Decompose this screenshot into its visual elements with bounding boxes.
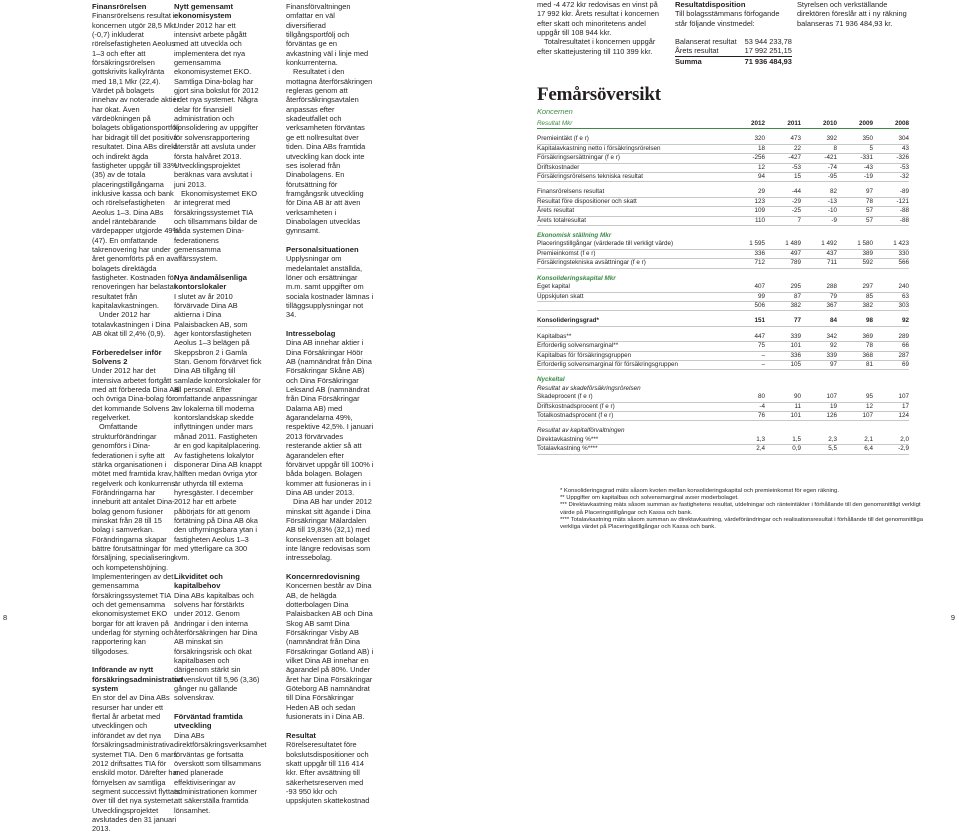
- cell-value: 57: [837, 207, 873, 216]
- cell-value: 63: [873, 292, 909, 301]
- cell-value: 2,3: [801, 436, 837, 445]
- paragraph: Under 2012 har totalavkastningen i Dina AB ökat till 2,4% (0,9).: [92, 310, 171, 339]
- paragraph: Ekonomisystemet EKO är integrerat med försäkringssystemet TIA och tillsammans bildar de båda systemen Dina-federationens gemensamma affärssystem.: [174, 188, 258, 264]
- row-value: 53 944 233,78: [744, 37, 792, 47]
- cell-value: 22: [765, 144, 801, 153]
- row-label: Uppskjuten skatt: [537, 292, 729, 301]
- table-row: [537, 283, 909, 292]
- cell-value: 107: [801, 393, 837, 402]
- table-row: [537, 207, 909, 216]
- row-label: Erforderlig solvensmarginal**: [537, 342, 729, 351]
- overview-title: Femårsöversikt: [537, 84, 661, 105]
- cell-value: -74: [801, 163, 837, 172]
- cell-value: 107: [837, 411, 873, 420]
- cell-value: -121: [873, 197, 909, 206]
- cell-value: 1,5: [765, 436, 801, 445]
- cell-value: 297: [837, 283, 873, 292]
- cell-value: -4: [729, 402, 765, 411]
- section-heading: [537, 385, 909, 393]
- cell-value: 6,4: [837, 445, 873, 454]
- footnote: **** Totalavkastning mäts såsom summan av direktavkastning, värdeförändringar och realisationsresultat i förhållande till det genomsnittliga verkliga värdet på Placeringstillgångar och Kassa och bank.: [560, 516, 924, 531]
- disposition-row: [675, 37, 792, 46]
- row-label: Premieinkomst (f e r): [537, 249, 729, 258]
- cell-value: 105: [765, 360, 801, 369]
- cell-value: 98: [837, 317, 873, 326]
- cell-value: 339: [801, 351, 837, 360]
- table-row: [537, 188, 909, 197]
- paragraph: Under 2012 har det intensiva arbetet fortgått med att förbereda Dina AB och övriga Dina-bolag för det kommande Solvens 2-regelverket.: [92, 366, 180, 423]
- heading-finansrorelsen: Finansrörelsen: [92, 2, 147, 11]
- text-column-3: [286, 2, 374, 806]
- overview-table: [537, 120, 909, 455]
- five-year-overview: [537, 84, 909, 455]
- cell-value: 789: [765, 259, 801, 268]
- cell-value: 124: [873, 411, 909, 420]
- cell-value: 107: [873, 393, 909, 402]
- cell-value: 95: [837, 393, 873, 402]
- cell-value: 711: [801, 259, 837, 268]
- text-column-1: [92, 2, 184, 834]
- cell-value: –: [729, 351, 765, 360]
- cell-value: 382: [837, 301, 873, 310]
- heading-resultat: Resultat: [286, 730, 316, 740]
- table-row: [537, 445, 909, 454]
- table-row: [537, 249, 909, 258]
- table-row: [537, 342, 909, 351]
- table-row: [537, 351, 909, 360]
- table-row: [537, 436, 909, 445]
- cell-value: 303: [873, 301, 909, 310]
- cell-value: 342: [801, 333, 837, 342]
- cell-value: -29: [765, 197, 801, 206]
- cell-value: 1 580: [837, 240, 873, 249]
- row-label: Driftskostnadsprocent (f e r): [537, 402, 729, 411]
- section-heading: [537, 376, 909, 384]
- cell-value: 7: [765, 216, 801, 225]
- cell-value: 592: [837, 259, 873, 268]
- heading-intressebolag: Intressebolag: [286, 329, 336, 339]
- cell-value: -427: [765, 154, 801, 163]
- heading-koncernredovisning: Koncernredovisning: [286, 571, 360, 581]
- cell-value: 295: [765, 283, 801, 292]
- table-row: [537, 259, 909, 268]
- cell-value: 12: [837, 402, 873, 411]
- paragraph: Omfattande strukturförändringar genomförs i Dina-federationen i syfte att stärka organisationen i mötet med framtida krav, regelverk och konkurrens. Förändringarna har inneburit att antalet Dina-bolag genom fusioner minskat från 28 till 15 bolag i samverkan. Förändringarna skapar bättre förutsättningar för försäljning, specialisering och kompetenshöjning. Implementeringen av det gemensamma försäkringssystemet TIA och det gemensamma ekonomisystemet EKO borgar för att kraven på underlag för styrning och rapportering kan tillgodoses.: [92, 422, 178, 656]
- cell-value: -53: [765, 163, 801, 172]
- cell-value: 81: [837, 360, 873, 369]
- row-label: Kapitalavkastning netto i försäkringsrörelsen: [537, 144, 729, 153]
- table-row: [537, 393, 909, 402]
- paragraph: Styrelsen och verkställande direktören föreslår att i ny räkning balanseras 71 936 484,93 kr.: [797, 0, 907, 28]
- cell-value: 75: [729, 342, 765, 351]
- cell-value: 473: [765, 135, 801, 144]
- cell-value: 2,4: [729, 445, 765, 454]
- cell-value: 151: [729, 317, 765, 326]
- row-label: Finansrörelsens resultat: [537, 188, 729, 197]
- cell-value: -53: [873, 163, 909, 172]
- section-label: Nyckeltal: [537, 376, 565, 384]
- text-column-2: [174, 2, 267, 815]
- cell-value: -256: [729, 154, 765, 163]
- cell-value: -25: [765, 207, 801, 216]
- cell-value: 85: [837, 292, 873, 301]
- table-row: [537, 360, 909, 369]
- cell-value: 2,0: [873, 436, 909, 445]
- table-row: [537, 402, 909, 411]
- cell-value: 289: [873, 333, 909, 342]
- cell-value: -10: [801, 207, 837, 216]
- row-label: Konsolideringsgrad*: [537, 317, 729, 326]
- table-row: [537, 292, 909, 301]
- cell-value: -88: [873, 216, 909, 225]
- cell-value: 1 595: [729, 240, 765, 249]
- section-heading: [537, 275, 909, 283]
- row-label: Resultat före dispositioner och skatt: [537, 197, 729, 206]
- text-column-4: [537, 0, 659, 56]
- cell-value: 392: [801, 135, 837, 144]
- footnote: * Konsolideringsgrad mäts såsom kvoten mellan konsolideringskapital och premieinkomst för egen räkning.: [560, 488, 839, 494]
- row-value: 71 936 484,93: [744, 56, 792, 66]
- table-row: [537, 173, 909, 182]
- cell-value: 80: [729, 393, 765, 402]
- paragraph: Dina AB innehar aktier i Dina Försäkringar Höör AB (namnändrat från Dina Försäkringar Skåne AB) och Dina Försäkringar Leksand AB (namnändrat från Dina Försäkringar Dalarna AB) med ägarandelarna 49%, respektive 42,5%. I januari 2013 förvärvades resterande aktier så att ägarandelen efter förvärvet uppgår till 100% i båda bolagen. Bolagen kommer att fusioneras in i Dina AB under 2013.: [286, 338, 374, 497]
- cell-value: -43: [837, 163, 873, 172]
- cell-value: 79: [801, 292, 837, 301]
- cell-value: 84: [801, 317, 837, 326]
- cell-value: -89: [873, 188, 909, 197]
- row-label: Försäkringstekniska avsättningar (f e r): [537, 259, 729, 268]
- paragraph: Finansrörelsens resultat i koncernen utgör 28,5 Mkr (-0,7) inkluderat rörelsefastigheten Aeolus 1–3 och efter att försäkringsrörelsen gottskrivits kalkylränta med 18,1 Mkr (22,4). Värdet på bolagets innehav av noterade aktier har ökat. Även värdeökningen på bolagets obligationsportfölj har bidragit till det positiva resultatet. Dina ABs direkt och indirekt ägda fastigheter uppgår till 33% (35) av de totala placeringstillgångarna inklusive kassa och bank och rörelsefastigheten Aeolus 1–3. Dina ABs andel räntebärande värdepapper utgjorde 49% (47). En omfattande takrenovering har under året genomförts på en av bolagets direktägda fastigheter. Kostnaden för renoveringen har belastat resultatet från kapitalavkastningen.: [92, 11, 180, 310]
- text-column-6: [797, 0, 917, 28]
- paragraph: Dina ABs kapitalbas och solvens har förstärkts under 2012. Genom ändringar i den interna återförsäkringen har Dina AB minskat sin försäkringsrisk och ökat kapitalbasen och därigenom stärkt sin solvenskvot till 5,96 (3,36) gånger nu gällande solvenskrav.: [174, 590, 260, 703]
- footnote: ** Uppgifter om kapitalbas och solvensmarginal avser moderbolaget.: [560, 495, 739, 502]
- cell-value: 8: [801, 144, 837, 153]
- cell-value: 2011: [765, 120, 801, 129]
- cell-value: -88: [873, 207, 909, 216]
- disposition-table: [675, 37, 792, 66]
- cell-value: 389: [837, 249, 873, 258]
- cell-value: 712: [729, 259, 765, 268]
- section-label: Konsolideringskapital Mkr: [537, 274, 616, 282]
- cell-value: 126: [801, 411, 837, 420]
- section-heading: [537, 427, 909, 435]
- paragraph: En stor del av Dina ABs resurser har under ett flertal år arbetat med utvecklingen och införandet av det nya försäkringsadministrativa systemet TIA. Den 6 mars 2012 driftsattes TIA för enskild motor. Därefter har förnyelsen av samtliga segment successivt flyttats över till det nya systemet. Utvecklingsprojektet avslutades den 31 januari 2013.: [92, 693, 180, 834]
- cell-value: 1 492: [801, 240, 837, 249]
- table-row: [537, 240, 909, 249]
- footnotes: [560, 488, 932, 531]
- page-number-left: 8: [3, 613, 8, 622]
- table-row: [537, 154, 909, 163]
- disposition-row: [675, 56, 792, 66]
- cell-value: –: [729, 360, 765, 369]
- heading-personal: Personalsituationen: [286, 244, 359, 254]
- section-label: Ekonomisk ställning Mkr: [537, 232, 612, 240]
- row-label: Årets resultat: [675, 46, 737, 56]
- row-label: Totalkostnadsprocent (f e r): [537, 411, 729, 420]
- row-label: Driftskostnader: [537, 163, 729, 172]
- cell-value: 1,3: [729, 436, 765, 445]
- row-label: Erforderlig solvensmarginal för försäkringsgruppen: [537, 360, 729, 369]
- cell-value: -9: [801, 216, 837, 225]
- row-label: Premieintäkt (f e r): [537, 135, 729, 144]
- cell-value: 288: [801, 283, 837, 292]
- cell-value: 90: [765, 393, 801, 402]
- cell-value: 19: [801, 402, 837, 411]
- cell-value: 11: [765, 402, 801, 411]
- heading-solvens: Förberedelser inför Solvens 2: [92, 347, 162, 367]
- row-label: Summa: [675, 56, 702, 66]
- cell-value: -19: [837, 173, 873, 182]
- text-column-5: [675, 0, 792, 66]
- cell-value: 123: [729, 197, 765, 206]
- cell-value: 17: [873, 402, 909, 411]
- cell-value: 82: [801, 188, 837, 197]
- cell-value: 369: [837, 333, 873, 342]
- table-header: [537, 120, 909, 129]
- cell-value: 506: [729, 301, 765, 310]
- cell-value: 92: [801, 342, 837, 351]
- paragraph: Dina AB har under 2012 minskat sitt ägande i Dina Försäkringar Mälardalen AB till 19,83% (32,1) med konsekvensen att bolaget inte längre redovisas som intressebolag.: [286, 497, 372, 563]
- row-label: [537, 301, 729, 310]
- cell-value: 109: [729, 207, 765, 216]
- cell-value: 78: [837, 197, 873, 206]
- cell-value: -44: [765, 188, 801, 197]
- cell-value: 287: [873, 351, 909, 360]
- heading-kontorslokaler: Nya ändamålsenliga kontorslokaler: [174, 272, 248, 292]
- paragraph: Upplysningar om medelantalet anställda, löner och ersättningar m.m. samt uppgifter om sociala kostnader lämnas i tilläggsupplysningar not 34.: [286, 254, 374, 320]
- cell-value: 15: [765, 173, 801, 182]
- table-row: [537, 135, 909, 144]
- cell-value: -2,9: [873, 445, 909, 454]
- heading-framtida-utveckling: Förväntad framtida utveckling: [174, 712, 243, 731]
- row-label: Försäkringsersättningar (f e r): [537, 154, 729, 163]
- cell-value: 350: [837, 135, 873, 144]
- paragraph: Koncernen består av Dina AB, de helägda dotterbolagen Dina Palaisbacken AB och Dina Skog AB samt Dina Försäkringar Visby AB (namnändrat från Dina Försäkringar Gotland AB) i vilket Dina AB innehar en ägarandel på 80%. Under året har Dina Försäkringar Göteborg AB namnändrat till Dina Försäkringar Heden AB och sedan fusionerats in i Dina AB.: [286, 581, 374, 722]
- cell-value: 97: [837, 188, 873, 197]
- cell-value: 92: [873, 317, 909, 326]
- row-label: Balanserat resultat: [675, 37, 737, 47]
- cell-value: 76: [729, 411, 765, 420]
- cell-value: 97: [801, 360, 837, 369]
- overview-subtitle: Koncernen: [537, 107, 573, 116]
- cell-value: 87: [765, 292, 801, 301]
- cell-value: 12: [729, 163, 765, 172]
- cell-value: 94: [729, 173, 765, 182]
- cell-value: 0,9: [765, 445, 801, 454]
- cell-value: 99: [729, 292, 765, 301]
- cell-value: 78: [837, 342, 873, 351]
- row-value: 17 992 251,15: [737, 46, 792, 56]
- table-row: [537, 317, 909, 326]
- cell-value: 101: [765, 342, 801, 351]
- row-label: Placeringstillgångar (värderade till verkligt värde): [537, 240, 729, 249]
- cell-value: 240: [873, 283, 909, 292]
- row-label: Eget kapital: [537, 283, 729, 292]
- cell-value: 320: [729, 135, 765, 144]
- cell-value: 367: [801, 301, 837, 310]
- cell-value: -32: [873, 173, 909, 182]
- row-label: Kapitalbas**: [537, 333, 729, 342]
- cell-value: -421: [801, 154, 837, 163]
- cell-value: 339: [765, 333, 801, 342]
- row-label: Försäkringsrörelsens tekniska resultat: [537, 173, 729, 182]
- cell-value: 66: [873, 342, 909, 351]
- cell-value: 43: [873, 144, 909, 153]
- cell-value: 330: [873, 249, 909, 258]
- cell-value: 2012: [729, 120, 765, 129]
- cell-value: 5: [837, 144, 873, 153]
- section-label: Resultat av skadeförsäkringsrörelsen: [537, 384, 641, 392]
- paragraph: I slutet av år 2010 förvärvade Dina AB aktierna i Dina Palaisbacken AB, som äger kontorsfastigheten Aeolus 1–3 belägen på Skeppsbron 2 i Gamla Stan. Genom förvärvet fick Dina AB tillgång till samlade kontorslokaler för all personal. Efter omfattande anpassningar av lokalerna till moderna kontorslandskap skedde inflyttningen under mars månad 2011. Fastigheten är en god kapitalplacering. Av fastighetens lokalytor disponerar Dina AB knappt hälften medan övriga ytor är uthyrda till externa hyresgäster. I december 2012 har ett arbete påbörjats för att genom förtätning på Dina AB öka den uthyrningsbara ytan i fastigheten Aeolus 1–3 med ytterligare ca 300 kvm.: [174, 291, 262, 563]
- paragraph: Rörelseresultatet före bokslutsdispositioner och skatt uppgår till 116 414 kkr. Efter avsättning till säkerhetsreserven med -93 950 kkr och uppskjuten skattekostnad: [286, 740, 370, 806]
- cell-value: 77: [765, 317, 801, 326]
- cell-value: 382: [765, 301, 801, 310]
- cell-value: 368: [837, 351, 873, 360]
- heading-nytt-system: Införande av nytt försäkringsadministrativt system: [92, 665, 184, 694]
- cell-value: 304: [873, 135, 909, 144]
- row-label: Skadeprocent (f e r): [537, 393, 729, 402]
- row-label: Totalavkastning %****: [537, 445, 729, 454]
- paragraph: Dina ABs direktförsäkringsverksamhet förväntas ge fortsatta överskott som tillsammans med planerade effektiviseringar av administrationen kommer att säkerställa framtida lönsamhet.: [174, 730, 267, 815]
- cell-value: 497: [765, 249, 801, 258]
- table-row: [537, 197, 909, 206]
- row-label: Årets totalresultat: [537, 216, 729, 225]
- paragraph: Totalresultatet i koncernen uppgår efter skattejustering till 110 399 kkr.: [537, 37, 656, 56]
- table-row: [537, 333, 909, 342]
- paragraph: Under 2012 har ett intensivt arbete pågått med att utveckla och implementera det nya gemensamma ekonomisystemet EKO. Samtliga Dina-bolag har gjort sina bokslut för 2012 i det nya systemet. Några delar för finansiell administration och konsolidering av uppgifter för solvensrapportering återstår att avsluta under första halvåret 2013. Utvecklingsprojektet beräknas vara avslutat i juni 2013.: [174, 20, 259, 189]
- cell-value: 2009: [837, 120, 873, 129]
- page-number-right: 9: [950, 613, 955, 622]
- paragraph: Finansförvaltningen omfattar en väl diversifierad tillgångsportfölj och förväntas ge en avkastning väl i linje med konkurrenterna.: [286, 2, 369, 68]
- cell-value: -13: [801, 197, 837, 206]
- cell-value: 1 489: [765, 240, 801, 249]
- heading-ekonomisystem: Nytt gemensamt ekonomisystem: [174, 2, 234, 21]
- footnote: *** Direktavkastning mäts såsom summan av fastighetens resultat, utdelningar och ränteintäkter i förhållande till den genomsnittligt verkligt värde på Placeringstillgångar och Kassa och bank.: [560, 502, 921, 516]
- cell-value: 29: [729, 188, 765, 197]
- cell-value: 5,5: [801, 445, 837, 454]
- cell-value: 101: [765, 411, 801, 420]
- table-row: [537, 301, 909, 310]
- paragraph: Till bolagsstämmans förfogande står följande vinstmedel:: [675, 9, 780, 28]
- cell-value: 407: [729, 283, 765, 292]
- cell-value: 69: [873, 360, 909, 369]
- table-row: [537, 411, 909, 420]
- disposition-row: [675, 46, 792, 56]
- cell-value: 336: [729, 249, 765, 258]
- cell-value: 57: [837, 216, 873, 225]
- cell-value: 437: [801, 249, 837, 258]
- cell-value: -95: [801, 173, 837, 182]
- cell-value: 110: [729, 216, 765, 225]
- table-row: [537, 163, 909, 172]
- cell-value: 566: [873, 259, 909, 268]
- row-label: Resultat Mkr: [537, 120, 729, 129]
- table-row: [537, 144, 909, 153]
- heading-likviditet: Likviditet och kapitalbehov: [174, 571, 223, 591]
- section-label: Resultat av kapitalförvaltningen: [537, 427, 625, 435]
- cell-value: 2,1: [837, 436, 873, 445]
- heading-resultatdisposition: Resultatdisposition: [675, 0, 746, 9]
- cell-value: 1 423: [873, 240, 909, 249]
- cell-value: 2010: [801, 120, 837, 129]
- cell-value: 2008: [873, 120, 909, 129]
- cell-value: -326: [873, 154, 909, 163]
- cell-value: 18: [729, 144, 765, 153]
- row-label: Årets resultat: [537, 207, 729, 216]
- row-label: Kapitalbas för försäkringsgruppen: [537, 351, 729, 360]
- cell-value: -331: [837, 154, 873, 163]
- paragraph: Resultatet i den mottagna återförsäkringen regleras genom att återförsäkringsavtalen anpassas efter skadeutfallet och verksamheten förväntas ge ett nollresultat över tiden. Dina ABs framtida utveckling kan dock inte ses isolerad från Dinabolagens. En förutsättning för framgångsrik utveckling för Dina AB är att även verksamheten i Dinabolagen utvecklas gynnsamt.: [286, 67, 373, 236]
- row-label: Direktavkastning %***: [537, 436, 729, 445]
- table-row: [537, 216, 909, 225]
- paragraph: med -4 472 kkr redovisas en vinst på 17 992 kkr. Årets resultat i koncernen efter skatt och minoritetens andel uppgår till 108 944 kkr.: [537, 0, 660, 38]
- cell-value: 336: [765, 351, 801, 360]
- cell-value: 447: [729, 333, 765, 342]
